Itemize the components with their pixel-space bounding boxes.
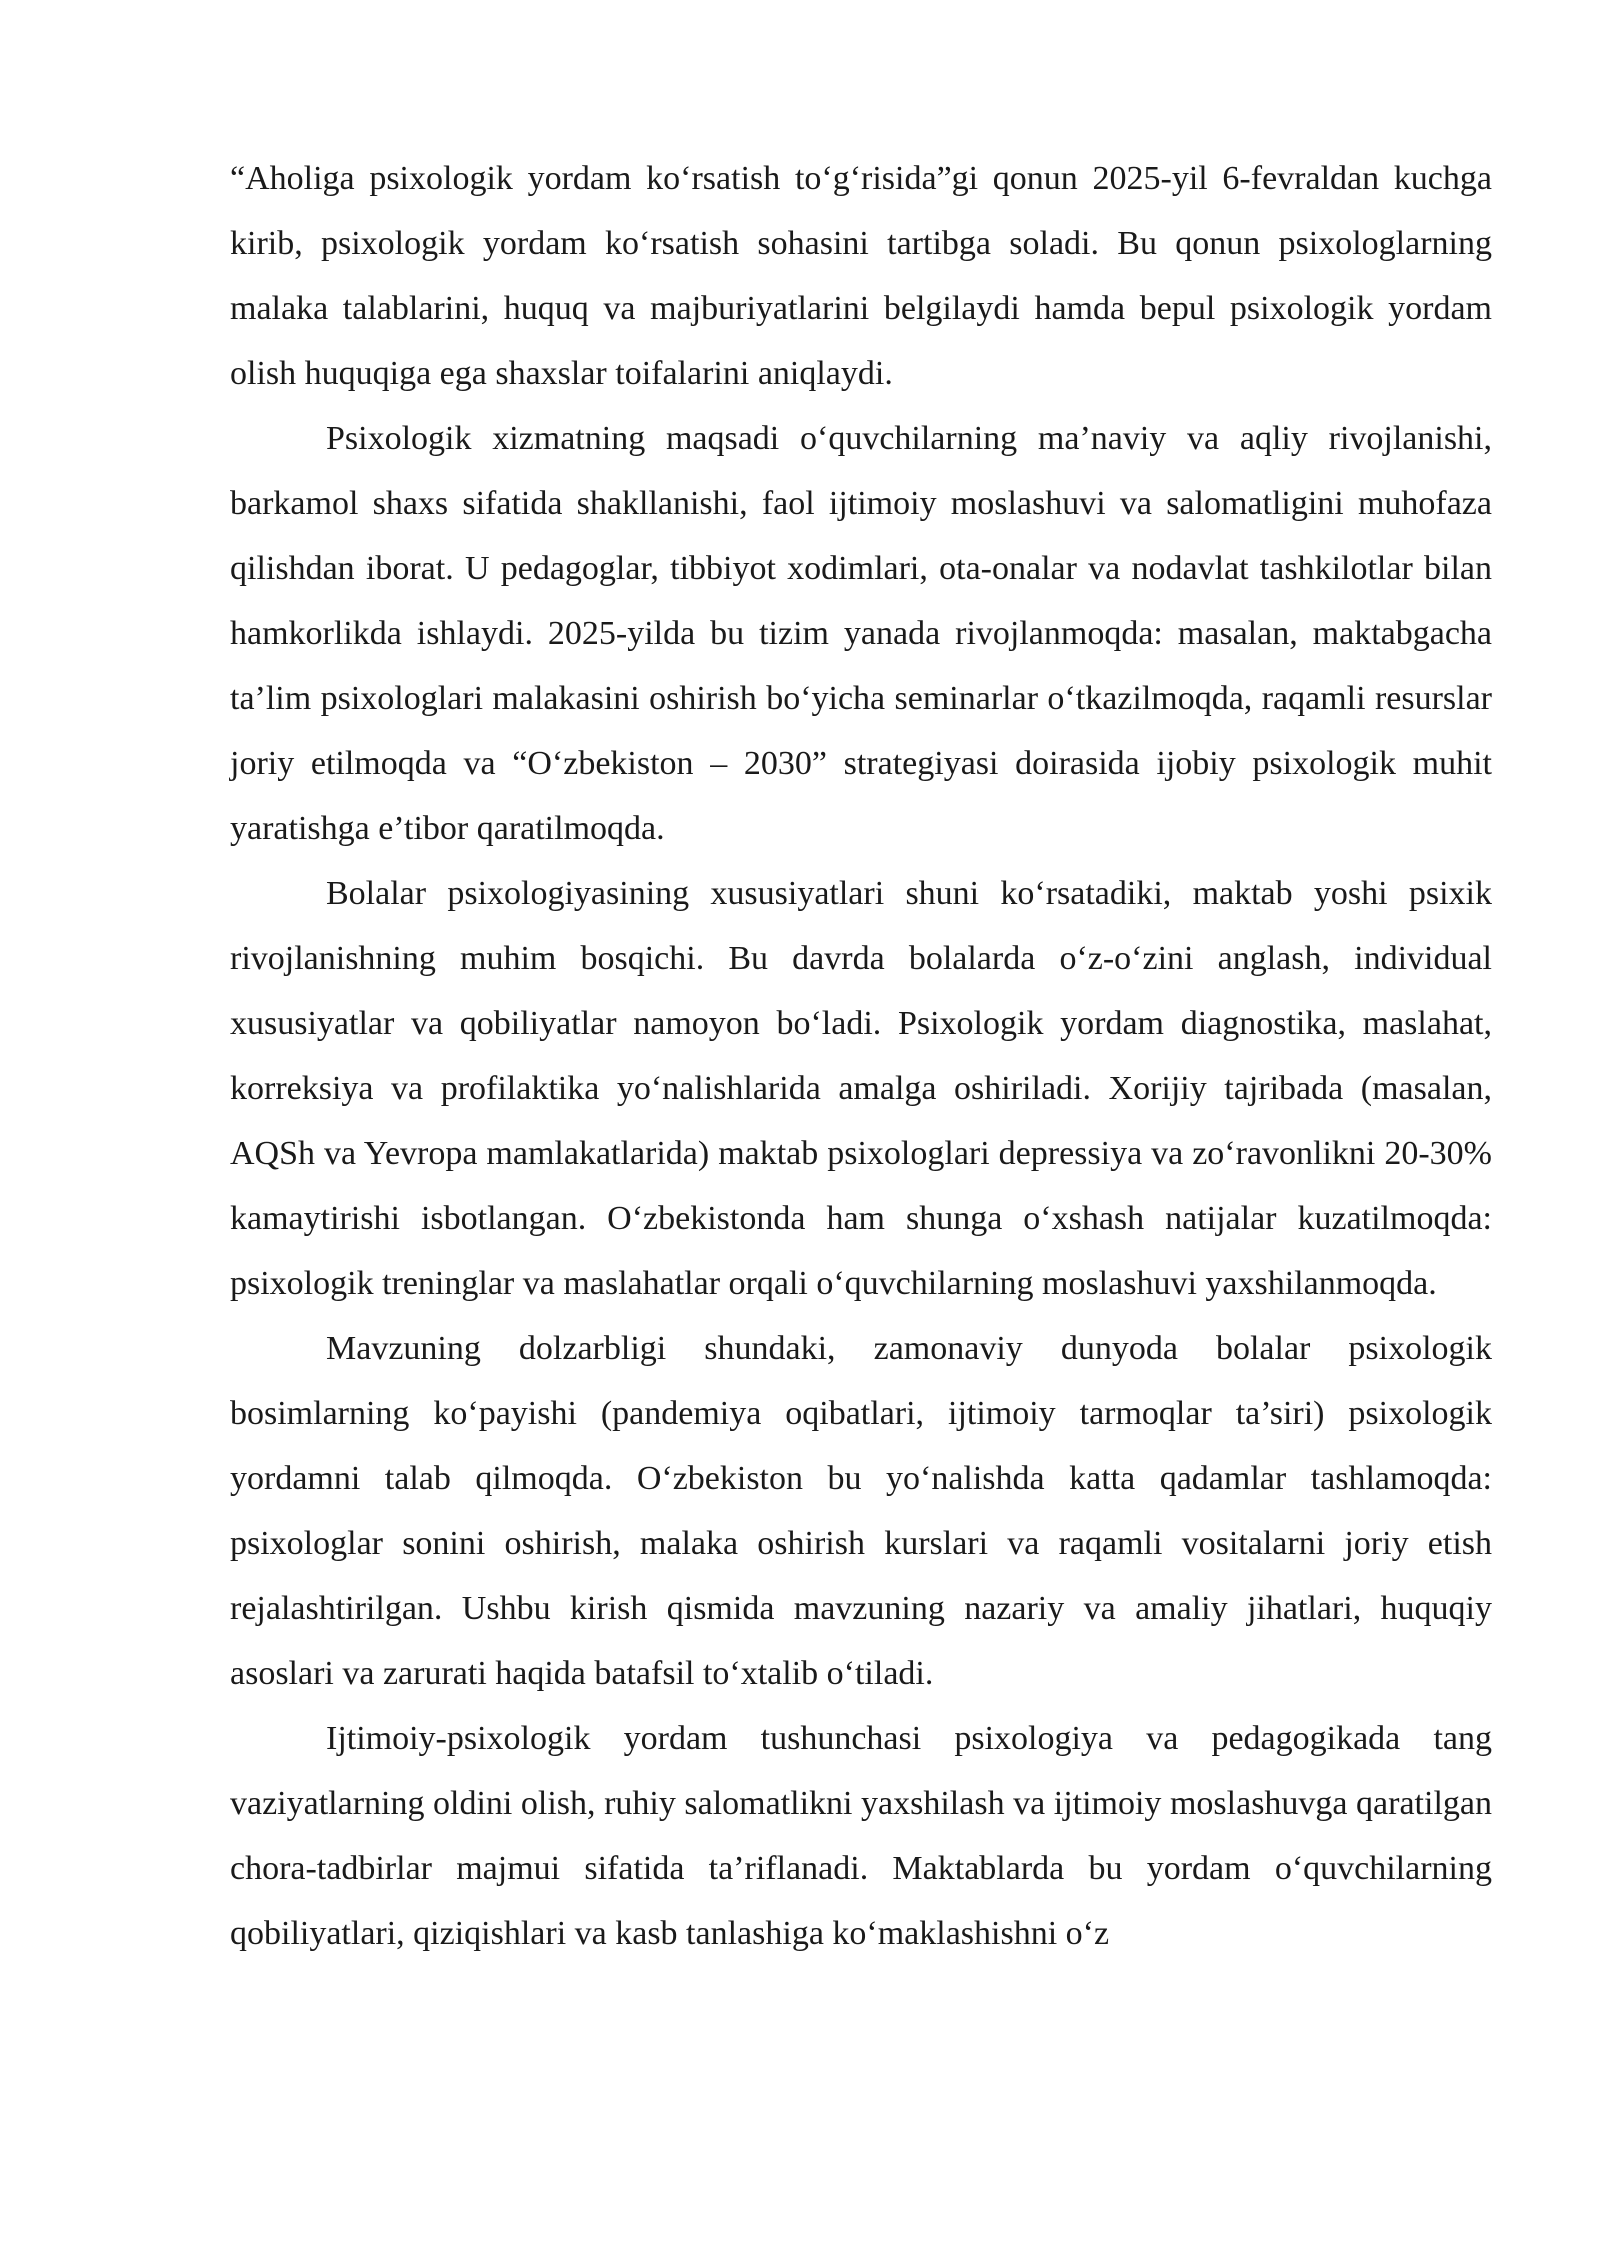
paragraph-service-goal: Psixologik xizmatning maqsadi o‘quvchilarning ma’naviy va aqliy rivojlanishi, barkamol shaxs sifatida shakllanishi, faol ijtimoiy moslashuvi va salomatligini muhofaza qilishdan iborat. U pedagoglar, tibbiyot xodimlari, ota-onalar va nodavlat tashkilotlar bilan hamkorlikda ishlaydi. 2025-yilda bu tizim yanada rivojlanmoqda: masalan, maktabgacha ta’lim psixologlari malakasini oshirish bo‘yicha seminarlar o‘tkazilmoqda, raqamli resurslar joriy etilmoqda va “O‘zbekiston – 2030” strategiyasi doirasida ijobiy psixologik muhit yaratishga e’tibor qaratilmoqda. (230, 420, 1492, 847)
paragraph-child-psychology: Bolalar psixologiyasining xususiyatlari shuni ko‘rsatadiki, maktab yoshi psixik rivojlanishning muhim bosqichi. Bu davrda bolalarda o‘z-o‘zini anglash, individual xususiyatlar va qobiliyatlar namoyon bo‘ladi. Psixologik yordam diagnostika, maslahat, korreksiya va profilaktika yo‘nalishlarida amalga oshiriladi. Xorijiy tajribada (masalan, AQSh va Yevropa mamlakatlarida) maktab psixologlari depressiya va zo‘ravonlikni 20-30% kamaytirishi isbotlangan. O‘zbekistonda ham shunga o‘xshash natijalar kuzatilmoqda: psixologik treninglar va maslahatlar orqali o‘quvchilarning moslashuvi yaxshilanmoqda. (230, 875, 1492, 1302)
paragraph-law-intro: “Aholiga psixologik yordam ko‘rsatish to‘g‘risida”gi qonun 2025-yil 6-fevraldan kuchga kirib, psixologik yordam ko‘rsatish sohasini tartibga soladi. Bu qonun psixologlarning malaka talablarini, huquq va majburiyatlarini belgilaydi hamda bepul psixologik yordam olish huquqiga ega shaxslar toifalarini aniqlaydi. (230, 160, 1492, 392)
document-body (230, 146, 1492, 1966)
paragraph-support-concept: Ijtimoiy-psixologik yordam tushunchasi psixologiya va pedagogikada tang vaziyatlarning oldini olish, ruhiy salomatlikni yaxshilash va ijtimoiy moslashuvga qaratilgan chora-tadbirlar majmui sifatida ta’riflanadi. Maktablarda bu yordam o‘quvchilarning qobiliyatlari, qiziqishlari va kasb tanlashiga ko‘maklashishni o‘z (230, 1720, 1492, 1952)
paragraph-topic-relevance: Mavzuning dolzarbligi shundaki, zamonaviy dunyoda bolalar psixologik bosimlarning ko‘payishi (pandemiya oqibatlari, ijtimoiy tarmoqlar ta’siri) psixologik yordamni talab qilmoqda. O‘zbekiston bu yo‘nalishda katta qadamlar tashlamoqda: psixologlar sonini oshirish, malaka oshirish kurslari va raqamli vositalarni joriy etish rejalashtirilgan. Ushbu kirish qismida mavzuning nazariy va amaliy jihatlari, huquqiy asoslari va zarurati haqida batafsil to‘xtalib o‘tiladi. (230, 1330, 1492, 1692)
